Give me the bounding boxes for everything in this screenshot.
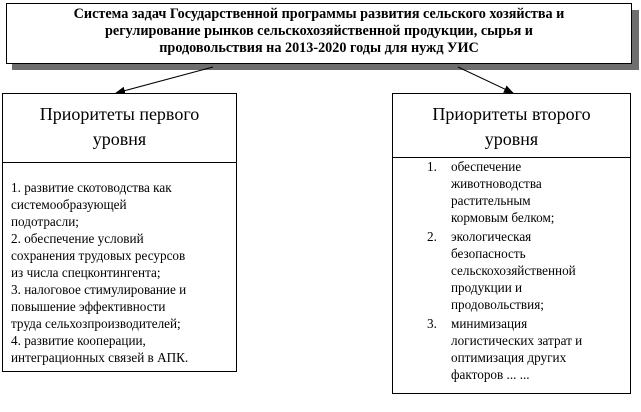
list-item: системообразующей <box>11 197 127 212</box>
list-item-number: 2. <box>427 229 437 244</box>
list-item-number: 1. <box>427 159 437 174</box>
list-item: из числа спецконтингента; <box>11 265 161 280</box>
list-item-line: факторов ... ... <box>451 367 530 382</box>
right-priorities-list <box>392 157 631 394</box>
list-item <box>393 228 622 313</box>
list-item-line: растительным <box>451 193 531 208</box>
list-item-line: безопасность <box>451 246 526 261</box>
header-box <box>6 3 632 64</box>
list-item-line: животноводства <box>451 176 542 191</box>
right-title-line: уровня <box>484 129 539 149</box>
arrow-left <box>116 67 213 93</box>
list-item-line: логистических затрат и <box>451 333 583 348</box>
list-item-line: оптимизация других <box>451 350 567 365</box>
list-item <box>393 158 622 226</box>
list-item: труда сельхозпроизводителей; <box>11 316 181 331</box>
arrow-right <box>458 67 513 93</box>
list-item-number: 3. <box>427 316 437 331</box>
list-item: 4. развитие кооперации, <box>11 333 146 348</box>
list-item: подотрасли; <box>11 214 79 229</box>
list-item-line: кормовым белком; <box>451 210 555 225</box>
header-line: регулирование рынков сельскохозяйственной продукции, сырья и <box>105 23 533 39</box>
list-item-line: продукции и <box>451 280 523 295</box>
list-item: повышение эффективности <box>11 299 166 314</box>
list-item-line: экологическая <box>451 229 532 244</box>
list-item-line: минимизация <box>451 316 528 331</box>
left-title-box <box>2 93 237 163</box>
left-title-line: Приоритеты первого <box>39 104 200 124</box>
list-item <box>393 315 622 383</box>
right-title-line: Приоритеты второго <box>432 104 591 124</box>
list-item: сохранения трудовых ресурсов <box>11 248 186 263</box>
header-line: Система задач Государственной программы развития сельского хозяйства и <box>73 6 565 22</box>
list-item: интеграционных связей в АПК. <box>11 350 189 365</box>
left-title-line: уровня <box>92 129 147 149</box>
left-priorities-list <box>2 162 237 372</box>
list-item-line: продовольствия; <box>451 297 544 312</box>
list-item-line: сельскохозяйственной <box>451 263 576 278</box>
list-item: 2. обеспечение условий <box>11 231 144 246</box>
right-title-box <box>392 93 631 158</box>
list-item-line: обеспечение <box>451 159 522 174</box>
list-item: 1. развитие скотоводства как <box>11 180 172 195</box>
header-line: продовольствия на 2013-2020 годы для нужд УИС <box>159 40 479 56</box>
list-item: 3. налоговое стимулирование и <box>11 282 187 297</box>
